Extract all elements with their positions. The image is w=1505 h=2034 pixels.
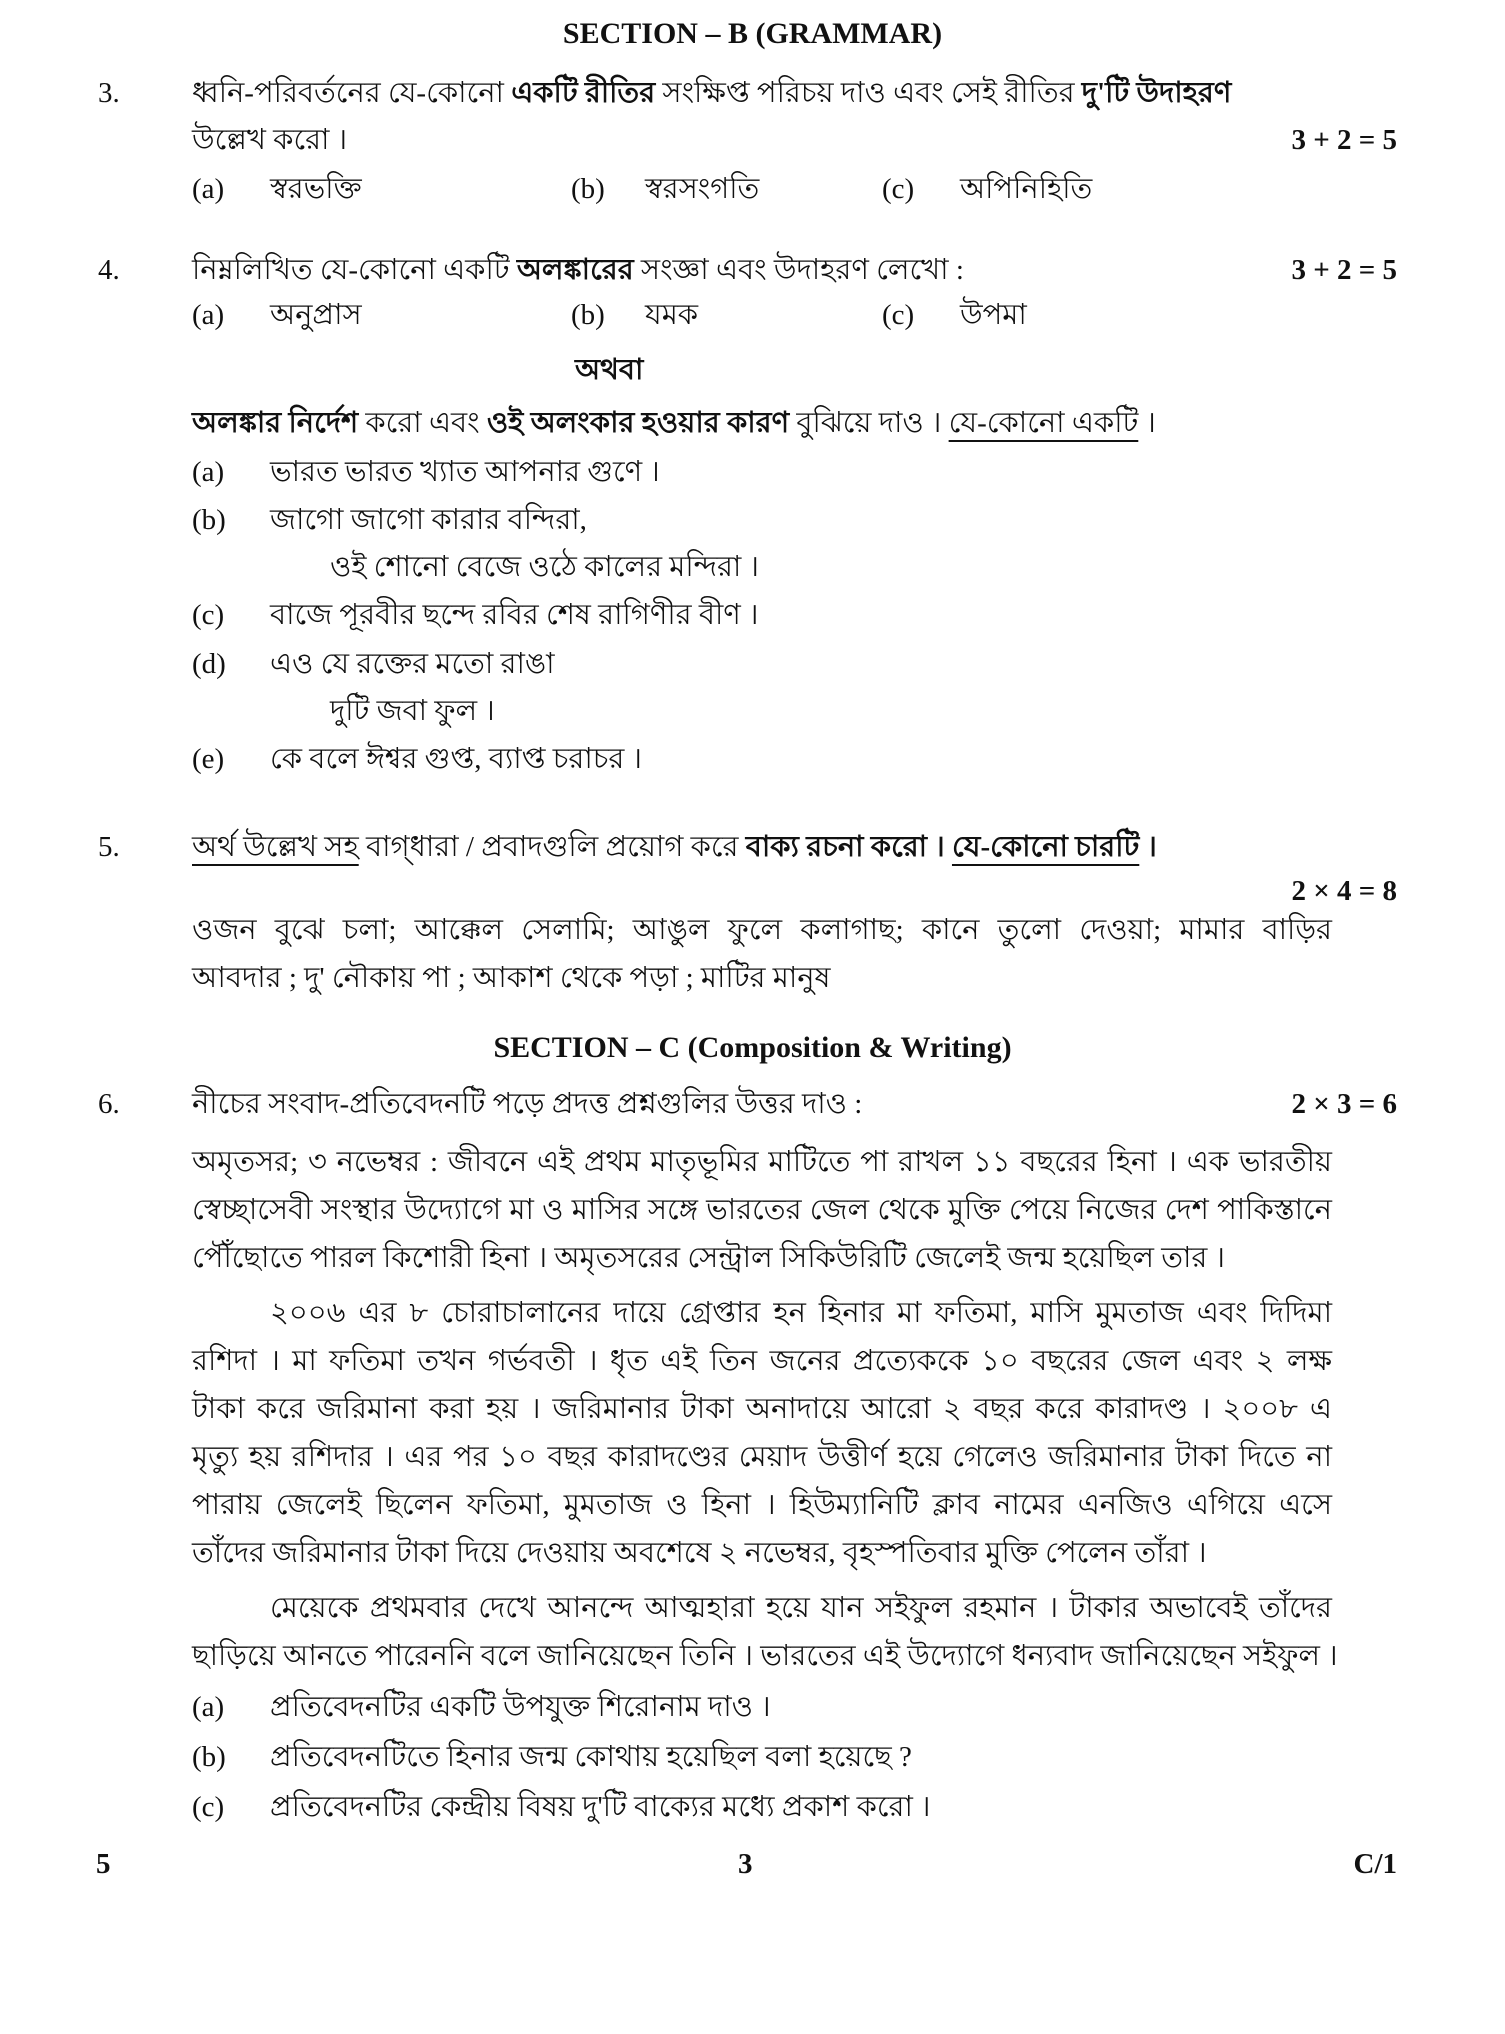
item-text: কে বলে ঈশ্বর গুপ্ত, ব্যাপ্ত চরাচর । <box>270 743 642 775</box>
idioms-line: ওজন বুঝে চলা; আক্কেল সেলামি; আঙুল ফুলে কলাগাছ; কানে তুলো দেওয়া; মামার বাড়ির <box>192 914 1332 946</box>
option-label: (a) <box>192 173 225 205</box>
item-text: ওই শোনো বেজে ওঠে কালের মন্দিরা । <box>330 551 759 583</box>
alternative-question-text <box>192 405 1156 441</box>
sub-question-text: প্রতিবেদনটির কেন্দ্রীয় বিষয় দু'টি বাক্যের মধ্যে প্রকাশ করো । <box>270 1791 931 1823</box>
bold-segment: । <box>1139 831 1157 863</box>
option-text: উপমা <box>960 299 1027 331</box>
option-text: অনুপ্রাস <box>270 299 362 331</box>
underlined-segment: যে-কোনো একটি <box>948 407 1139 439</box>
bold-segment: ওই অলংকার হওয়ার কারণ <box>486 407 790 439</box>
passage-line: পারায় জেলেই ছিলেন ফতিমা, মুমতাজ ও হিনা । হিউম্যানিটি ক্লাব নামের এনজিও এগিয়ে এসে <box>192 1489 1332 1521</box>
passage-line: তাঁদের জরিমানার টাকা দিয়ে দেওয়ায় অবশেষে ২ নভেম্বর, বৃহস্পতিবার মুক্তি পেলেন তাঁরা । <box>192 1537 1207 1569</box>
underlined-segment: যে-কোনো চারটি <box>951 831 1140 863</box>
sub-question-text: প্রতিবেদনটিতে হিনার জন্ম কোথায় হয়েছিল বলা হয়েছে ? <box>270 1741 912 1773</box>
item-label: (e) <box>192 743 225 775</box>
passage-line: রশিদা । মা ফতিমা তখন গর্ভবতী । ধৃত এই তিন জনের প্রত্যেককে ১০ বছরের জেল এবং ২ লক্ষ <box>192 1345 1332 1377</box>
page-number: 3 <box>738 1848 753 1880</box>
option-text: স্বরভক্তি <box>270 173 362 205</box>
passage-line: টাকা করে জরিমানা করা হয় । জরিমানার টাকা অনাদায়ে আরো ২ বছর করে কারাদণ্ড । ২০০৮ এ <box>192 1393 1332 1425</box>
question-text-line2: উল্লেখ করো । <box>192 124 348 156</box>
sub-question-label: (a) <box>192 1691 225 1723</box>
passage-line: ছাড়িয়ে আনতে পারেননি বলে জানিয়েছেন তিনি । ভারতের এই উদ্যোগে ধন্যবাদ জানিয়েছেন সইফুল । <box>192 1640 1338 1672</box>
option-text: যমক <box>645 299 699 331</box>
idioms-line: আবদার ; দু' নৌকায় পা ; আকাশ থেকে পড়া ; মাটির মানুষ <box>192 962 831 994</box>
option-label: (c) <box>882 299 915 331</box>
question-text: নীচের সংবাদ-প্রতিবেদনটি পড়ে প্রদত্ত প্রশ্নগুলির উত্তর দাও : <box>192 1088 863 1120</box>
item-text: এও যে রক্তের মতো রাঙা <box>270 648 555 680</box>
sub-question-label: (c) <box>192 1791 225 1823</box>
marks: 3 + 2 = 5 <box>1291 254 1397 286</box>
question-number: 6. <box>98 1088 120 1120</box>
bold-segment: বাক্য রচনা করো । <box>745 831 952 863</box>
item-text: দুটি জবা ফুল । <box>330 695 495 727</box>
sub-question-text: প্রতিবেদনটির একটি উপযুক্ত শিরোনাম দাও । <box>270 1691 771 1723</box>
text-segment: সংক্ষিপ্ত পরিচয় দাও এবং সেই রীতির <box>655 77 1082 109</box>
passage-line: মেয়েকে প্রথমবার দেখে আনন্দে আত্মহারা হয়ে যান সইফুল রহমান । টাকার অভাবেই তাঁদের <box>270 1592 1332 1624</box>
section-c-title: SECTION – C (Composition & Writing) <box>493 1031 1012 1064</box>
marks: 3 + 2 = 5 <box>1291 124 1397 156</box>
passage-line: পৌঁছোতে পারল কিশোরী হিনা । অমৃতসরের সেন্ট্রাল সিকিউরিটি জেলেই জন্ম হয়েছিল তার । <box>192 1242 1225 1274</box>
option-label: (a) <box>192 299 225 331</box>
item-text: বাজে পূরবীর ছন্দে রবির শেষ রাগিণীর বীণ । <box>270 599 759 631</box>
section-b-title: SECTION – B (GRAMMAR) <box>562 17 943 50</box>
question-number: 4. <box>98 254 120 286</box>
bold-segment: একটি রীতির <box>511 77 656 109</box>
passage-line: স্বেচ্ছাসেবী সংস্থার উদ্যোগে মা ও মাসির সঙ্গে ভারতের জেল থেকে মুক্তি পেয়ে নিজের দেশ পাকিস্তানে <box>192 1194 1332 1226</box>
item-label: (c) <box>192 599 225 631</box>
option-text: অপিনিহিতি <box>960 173 1093 205</box>
bold-segment: অলঙ্কারের <box>516 254 634 286</box>
or-divider: অথবা <box>575 354 644 386</box>
item-label: (d) <box>192 648 226 680</box>
passage-line: অমৃতসর; ৩ নভেম্বর : জীবনে এই প্রথম মাতৃভূমির মাটিতে পা রাখল ১১ বছরের হিনা । এক ভারতীয় <box>192 1146 1332 1178</box>
question-number: 5. <box>98 831 120 863</box>
text-segment: সংজ্ঞা এবং উদাহরণ লেখো : <box>633 254 964 286</box>
item-label: (b) <box>192 504 226 536</box>
footer-left: 5 <box>96 1848 111 1880</box>
text-segment: করো এবং <box>358 407 487 439</box>
question-text <box>192 252 964 288</box>
option-label: (b) <box>571 299 605 331</box>
option-label: (b) <box>571 173 605 205</box>
bold-segment: দু'টি উদাহরণ <box>1081 77 1232 109</box>
question-text <box>192 75 1231 111</box>
text-segment: ধ্বনি-পরিবর্তনের যে-কোনো <box>192 77 512 109</box>
option-label: (c) <box>882 173 915 205</box>
item-text: জাগো জাগো কারার বন্দিরা, <box>270 504 587 536</box>
marks: 2 × 4 = 8 <box>1291 875 1397 907</box>
item-text: ভারত ভারত খ্যাত আপনার গুণে । <box>270 456 660 488</box>
passage-line: ২০০৬ এর ৮ চোরাচালানের দায়ে গ্রেপ্তার হন হিনার মা ফতিমা, মাসি মুমতাজ এবং দিদিমা <box>270 1297 1332 1329</box>
text-segment: । <box>1138 407 1156 439</box>
item-label: (a) <box>192 456 225 488</box>
question-number: 3. <box>98 77 120 109</box>
bold-segment: অলঙ্কার নির্দেশ <box>192 407 359 439</box>
passage-line: মৃত্যু হয় রশিদার । এর পর ১০ বছর কারাদণ্ডের মেয়াদ উত্তীর্ণ হয়ে গেলেও জরিমানার টাকা দিতে না <box>192 1441 1332 1473</box>
sub-question-label: (b) <box>192 1741 226 1773</box>
question-text <box>192 829 1157 865</box>
underlined-segment: অর্থ উল্লেখ সহ <box>192 831 359 863</box>
text-segment: নিম্নলিখিত যে-কোনো একটি <box>192 254 517 286</box>
footer-code: C/1 <box>1353 1848 1397 1880</box>
text-segment: বাগ্‌ধারা / প্রবাদগুলি প্রয়োগ করে <box>358 831 746 863</box>
option-text: স্বরসংগতি <box>645 173 760 205</box>
text-segment: বুঝিয়ে দাও । <box>789 407 949 439</box>
marks: 2 × 3 = 6 <box>1291 1088 1397 1120</box>
